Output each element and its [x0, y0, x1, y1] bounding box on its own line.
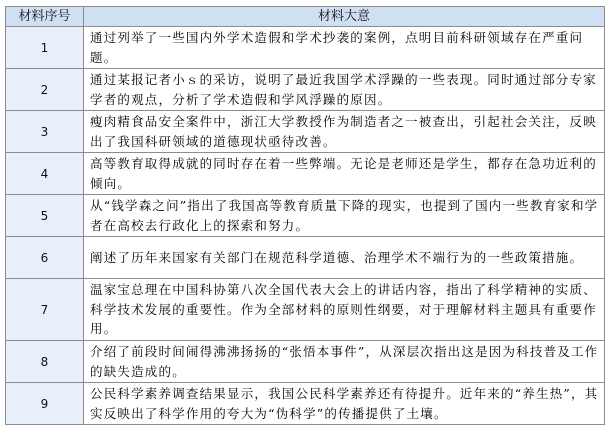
row-summary: 从“钱学森之问”指出了我国高等教育质量下降的现实，也提到了国内一些教育家和学者在高校去行政化上的探索和努力。	[84, 195, 605, 237]
row-number: 6	[6, 237, 84, 279]
row-number: 8	[6, 341, 84, 383]
table-row	[6, 383, 605, 425]
table-row	[6, 27, 605, 69]
row-number: 3	[6, 111, 84, 153]
row-summary: 介绍了前段时间闹得沸沸扬扬的“张悟本事件”，从深层次指出这是因为科技普及工作的缺失造成的。	[84, 341, 605, 383]
row-summary: 阐述了历年来国家有关部门在规范科学道德、治理学术不端行为的一些政策措施。	[84, 237, 605, 279]
row-number: 9	[6, 383, 84, 425]
row-number: 5	[6, 195, 84, 237]
row-number: 1	[6, 27, 84, 69]
row-summary: 瘦肉精食品安全案件中，浙江大学教授作为制造者之一被查出，引起社会关注，反映出了我国科研领域的道德现状亟待改善。	[84, 111, 605, 153]
table-row	[6, 195, 605, 237]
row-number: 4	[6, 153, 84, 195]
row-summary: 公民科学素养调查结果显示，我国公民科学素养还有待提升。近年来的“养生热”，其实反映出了科学作用的夸大为“伪科学”的传播提供了土壤。	[84, 383, 605, 425]
row-number: 2	[6, 69, 84, 111]
row-summary: 通过列举了一些国内外学术造假和学术抄袭的案例，点明目前科研领域存在严重问题。	[84, 27, 605, 69]
materials-table-container	[5, 6, 604, 425]
table-row	[6, 153, 605, 195]
row-summary: 通过某报记者小ｓ的采访，说明了最近我国学术浮躁的一些表现。同时通过部分专家学者的观点，分析了学术造假和学风浮躁的原因。	[84, 69, 605, 111]
header-material-number: 材料序号	[6, 7, 84, 27]
materials-table	[5, 6, 605, 425]
row-summary: 温家宝总理在中国科协第八次全国代表大会上的讲话内容，指出了科学精神的实质、科学技术发展的重要性。作为全部材料的原则性纲要，对于理解材料主题具有重要作用。	[84, 279, 605, 341]
header-row	[6, 7, 605, 27]
table-row	[6, 279, 605, 341]
header-material-summary: 材料大意	[84, 7, 605, 27]
table-row	[6, 111, 605, 153]
table-row	[6, 341, 605, 383]
table-row	[6, 69, 605, 111]
table-row	[6, 237, 605, 279]
row-summary: 高等教育取得成就的同时存在着一些弊端。无论是老师还是学生，都存在急功近利的倾向。	[84, 153, 605, 195]
row-number: 7	[6, 279, 84, 341]
